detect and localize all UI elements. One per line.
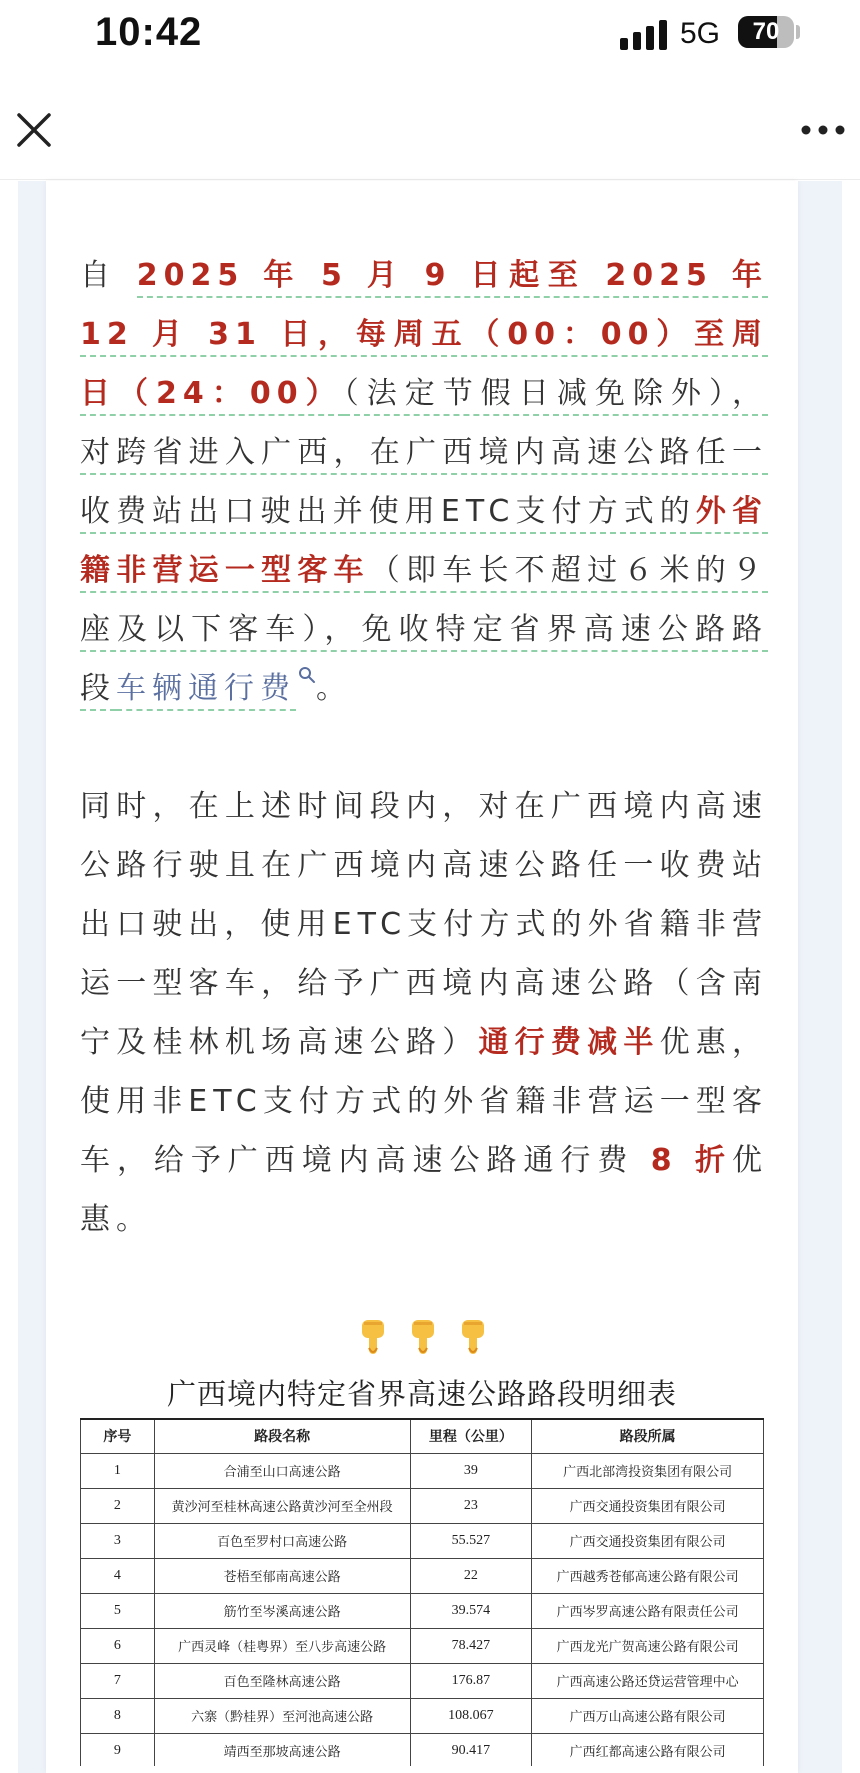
close-icon[interactable] — [14, 110, 54, 150]
table-cell: 广西红都高速公路有限公司 — [532, 1733, 764, 1766]
nav-bar — [0, 72, 860, 180]
table-cell: 苍梧至郁南高速公路 — [154, 1558, 410, 1593]
table-cell: 90.417 — [410, 1733, 532, 1766]
table-cell: 2 — [81, 1488, 155, 1523]
table-header-row — [81, 1419, 764, 1453]
table-cell: 广西交通投资集团有限公司 — [532, 1488, 764, 1523]
p1-date-highlight: 2025 年 5 月 9 日起至 2025 年 12 月 31 日，每周五（00：00）至周日（24：00） — [80, 258, 768, 416]
pointing-down-hand-icon — [406, 1318, 442, 1358]
toll-fee-link[interactable]: 车辆通行费 — [116, 671, 296, 711]
table-cell: 靖西至那坡高速公路 — [154, 1733, 410, 1766]
table-cell: 百色至罗村口高速公路 — [154, 1523, 410, 1558]
paragraph-2 — [80, 777, 768, 1249]
table-cell: 23 — [410, 1488, 532, 1523]
status-bar — [0, 0, 860, 72]
table-cell: 合浦至山口高速公路 — [154, 1453, 410, 1488]
p2-text: 同时，在上述时间段内，对在广西境内高速公路行驶且在广西境内高速公路任一收费站出口驶出，使用ETC支付方式的外省籍非营运一型客车，给予广西境内高速公路（含南宁及桂林机场高速公路） — [80, 789, 768, 1060]
table-cell: 广西越秀苍郁高速公路有限公司 — [532, 1558, 764, 1593]
p1-end: 。 — [316, 671, 352, 706]
battery-nub — [796, 25, 800, 39]
table-image — [80, 1418, 764, 1766]
table-cell: 广西高速公路还贷运营管理中心 — [532, 1663, 764, 1698]
table-cell: 广西北部湾投资集团有限公司 — [532, 1453, 764, 1488]
table-cell: 8 — [81, 1698, 155, 1733]
table-cell: 55.527 — [410, 1523, 532, 1558]
table-cell: 39 — [410, 1453, 532, 1488]
status-time: 10:42 — [95, 10, 203, 54]
table-row — [81, 1593, 764, 1628]
table-cell: 9 — [81, 1733, 155, 1766]
table-cell: 百色至隆林高速公路 — [154, 1663, 410, 1698]
header-cell: 序号 — [81, 1419, 155, 1453]
p2-text: 优惠。 — [80, 1143, 768, 1237]
more-dots-icon[interactable] — [800, 122, 846, 138]
p1-text: 自 — [80, 258, 137, 293]
table-cell: 筋竹至岑溪高速公路 — [154, 1593, 410, 1628]
table-row — [81, 1628, 764, 1663]
signal-bars-icon — [620, 20, 668, 50]
table-row — [81, 1733, 764, 1766]
table-cell: 广西龙光广贺高速公路有限公司 — [532, 1628, 764, 1663]
p2-text: 优惠，使用非ETC支付方式的外省籍非营运一型客车，给予广西境内高速公路通行费 — [80, 1025, 769, 1178]
table-cell: 广西灵峰（桂粤界）至八步高速公路 — [154, 1628, 410, 1663]
table-row — [81, 1663, 764, 1698]
table-cell: 4 — [81, 1558, 155, 1593]
table-cell: 78.427 — [410, 1628, 532, 1663]
battery-level: 70 — [752, 18, 780, 45]
table-cell: 7 — [81, 1663, 155, 1698]
search-icon[interactable] — [298, 666, 316, 684]
p1-vehicle-highlight: 外省籍非营运一型客车 — [80, 494, 768, 593]
table-cell: 39.574 — [410, 1593, 532, 1628]
paragraph-1 — [80, 246, 768, 718]
network-type: 5G — [680, 17, 721, 50]
table-cell: 广西岑罗高速公路有限责任公司 — [532, 1593, 764, 1628]
p2-discount-highlight: 8 折 — [650, 1143, 732, 1178]
table-cell: 3 — [81, 1523, 155, 1558]
header-cell: 路段所属 — [532, 1419, 764, 1453]
table-row — [81, 1558, 764, 1593]
p1-text-underlined: （即车长不超过６米的９座及以下客车），免收特定省界高速公路路段 — [80, 553, 768, 711]
header-cell: 里程（公里） — [410, 1419, 532, 1453]
table-row — [81, 1488, 764, 1523]
table-cell: 176.87 — [410, 1663, 532, 1698]
p1-text-underlined: （法定节假日减免除外），对跨省进入广西，在广西境内高速公路任一收费站出口驶出并使用ETC支付方式的 — [80, 376, 768, 534]
table-cell: 1 — [81, 1453, 155, 1488]
road-section-table — [80, 1418, 764, 1766]
table-cell: 5 — [81, 1593, 155, 1628]
table-cell: 黄沙河至桂林高速公路黄沙河至全州段 — [154, 1488, 410, 1523]
table-row — [81, 1453, 764, 1488]
table-cell: 广西交通投资集团有限公司 — [532, 1523, 764, 1558]
pointing-emojis — [356, 1318, 496, 1358]
table-cell: 108.067 — [410, 1698, 532, 1733]
table-row — [81, 1523, 764, 1558]
pointing-down-hand-icon — [456, 1318, 492, 1358]
header-cell: 路段名称 — [154, 1419, 410, 1453]
table-cell: 22 — [410, 1558, 532, 1593]
table-row — [81, 1698, 764, 1733]
table-cell: 6 — [81, 1628, 155, 1663]
table-title: 广西境内特定省界高速公路路段明细表 — [166, 1377, 677, 1411]
table-cell: 广西万山高速公路有限公司 — [532, 1698, 764, 1733]
table-cell: 六寨（黔桂界）至河池高速公路 — [154, 1698, 410, 1733]
pointing-down-hand-icon — [356, 1318, 392, 1358]
p2-half-price-highlight: 通行费减半 — [478, 1025, 660, 1060]
battery-icon — [738, 16, 794, 48]
